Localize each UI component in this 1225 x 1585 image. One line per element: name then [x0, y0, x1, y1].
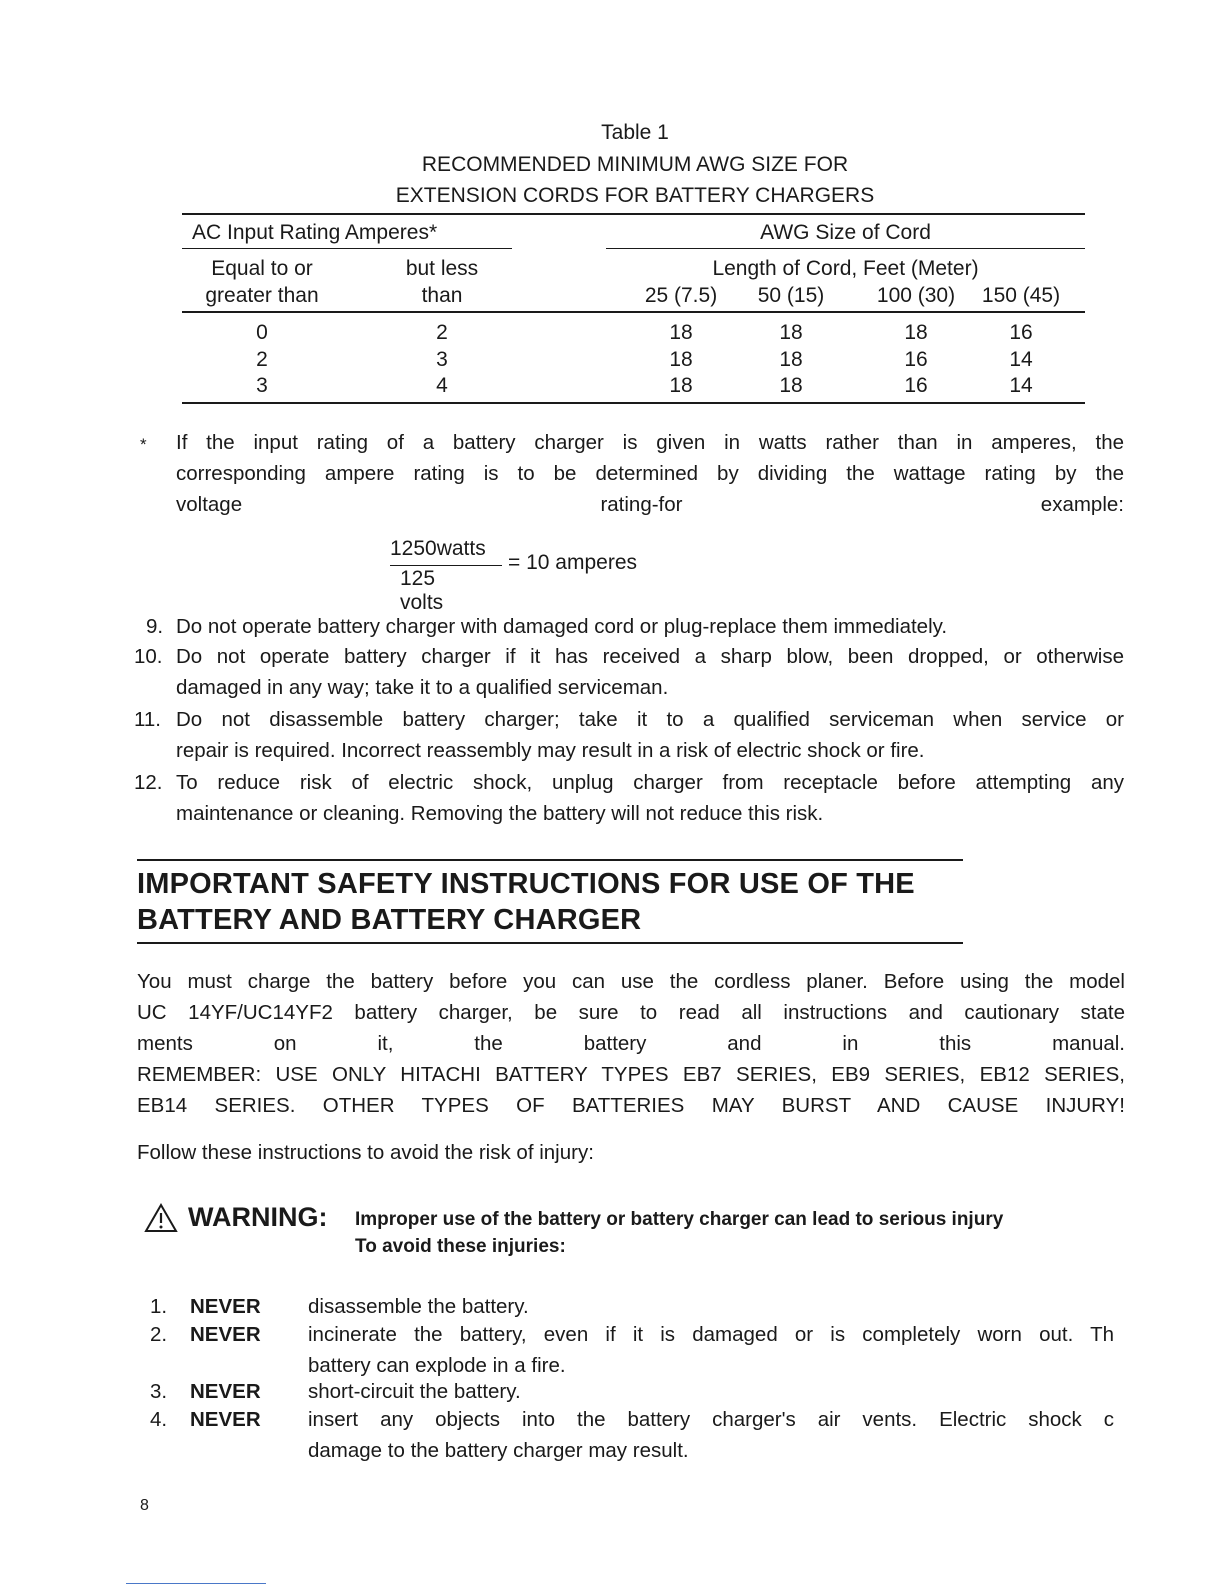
row-min-value: 0: [256, 321, 268, 344]
header-bottom-rule: [182, 311, 1085, 313]
intro-line: You must charge the battery before you can use the cordless planer. Before using the model: [137, 970, 1125, 993]
follow-instructions: Follow these instructions to avoid the risk of injury:: [137, 1141, 594, 1164]
intro-line: EB14 SERIES. OTHER TYPES OF BATTERIES MAY BURST AND CAUSE INJURY!: [137, 1094, 1125, 1117]
awg-value: 16: [1009, 321, 1033, 344]
item-line: Do not operate battery charger with damaged cord or plug-replace them immediately.: [176, 615, 948, 638]
awg-value: 18: [779, 321, 803, 344]
table-caption-number: Table 1: [601, 121, 669, 144]
item-line: short-circuit the battery.: [308, 1380, 521, 1403]
footnote-line: corresponding ampere rating is to be determined by dividing the wattage rating by the: [176, 462, 1124, 485]
table-caption-subtitle: EXTENSION CORDS FOR BATTERY CHARGERS: [395, 184, 875, 207]
footnote-text: [176, 427, 1124, 520]
item-number: 11.: [134, 708, 161, 731]
col-header-min-1: Equal to or: [211, 257, 313, 280]
warning-subtext: To avoid these injuries:: [355, 1236, 566, 1257]
item-line: To reduce risk of electric shock, unplug charger from receptacle before attempting any: [176, 771, 1124, 794]
table-top-rule: [182, 213, 1085, 215]
fraction-result: = 10 amperes: [508, 551, 637, 574]
intro-line: REMEMBER: USE ONLY HITACHI BATTERY TYPES EB7 SERIES, EB9 SERIES, EB12 SERIES,: [137, 1063, 1125, 1086]
warning-title: WARNING:: [188, 1202, 328, 1232]
item-line: damaged in any way; take it to a qualified serviceman.: [176, 676, 669, 699]
heading-top-rule: [137, 859, 963, 861]
row-max-value: 4: [436, 374, 448, 397]
awg-value: 18: [779, 374, 803, 397]
item-line: incinerate the battery, even if it is damaged or is completely worn out. Th: [308, 1323, 1114, 1346]
awg-value: 14: [1009, 348, 1033, 371]
row-min-value: 2: [256, 348, 268, 371]
section-intro: [137, 966, 1125, 1121]
item-line: damage to the battery charger may result.: [308, 1439, 689, 1462]
never-keyword: NEVER: [190, 1295, 261, 1318]
item-line: repair is required. Incorrect reassembly may result in a risk of electric shock or fire.: [176, 739, 925, 762]
item-number: 12.: [134, 771, 163, 794]
intro-line: UC 14YF/UC14YF2 battery charger, be sure to read all instructions and cautionary state: [137, 1001, 1125, 1024]
col-header-min-2: greater than: [205, 284, 319, 307]
page-number: 8: [140, 1497, 149, 1514]
never-keyword: NEVER: [190, 1380, 261, 1403]
group-right-underline: [606, 248, 1085, 249]
item-line: Do not operate battery charger if it has received a sharp blow, been dropped, or otherwise: [176, 645, 1124, 668]
col-header-max-1: but less: [405, 257, 479, 280]
length-col-50: 50 (15): [757, 284, 825, 307]
footnote-line: If the input rating of a battery charger is given in watts rather than in amperes, the: [176, 431, 1124, 454]
awg-value: 16: [904, 374, 928, 397]
item-number: 9.: [146, 615, 164, 638]
warning-triangle-icon: [144, 1203, 178, 1238]
item-line: battery can explode in a fire.: [308, 1354, 566, 1377]
awg-value: 18: [779, 348, 803, 371]
col-header-max-2: than: [421, 284, 463, 307]
fraction-bar: [390, 565, 502, 566]
awg-value: 18: [669, 374, 693, 397]
awg-value: 18: [904, 321, 928, 344]
intro-line: ments on it, the battery and in this manual.: [137, 1032, 1125, 1055]
length-col-100: 100 (30): [876, 284, 956, 307]
group-header-awg-size: AWG Size of Cord: [760, 221, 931, 244]
awg-value: 18: [669, 348, 693, 371]
never-keyword: NEVER: [190, 1408, 261, 1431]
table-bottom-rule: [182, 402, 1085, 404]
section-heading-line1: IMPORTANT SAFETY INSTRUCTIONS FOR USE OF THE: [137, 868, 915, 900]
item-number: 2.: [150, 1323, 168, 1346]
bottom-edge-line: [126, 1583, 266, 1584]
length-col-25: 25 (7.5): [644, 284, 718, 307]
item-line: Do not disassemble battery charger; take it to a qualified serviceman when service or: [176, 708, 1124, 731]
footnote-marker: *: [140, 435, 147, 454]
awg-value: 18: [669, 321, 693, 344]
table-caption-title: RECOMMENDED MINIMUM AWG SIZE FOR: [421, 153, 849, 176]
heading-bottom-rule: [137, 942, 963, 944]
warning-text: Improper use of the battery or battery charger can lead to serious injury: [355, 1209, 1004, 1230]
section-heading-line2: BATTERY AND BATTERY CHARGER: [137, 904, 642, 936]
length-col-150: 150 (45): [981, 284, 1061, 307]
group-left-underline: [182, 248, 512, 249]
never-keyword: NEVER: [190, 1323, 261, 1346]
awg-value: 14: [1009, 374, 1033, 397]
footnote-line: voltage rating-for example:: [176, 493, 1124, 516]
item-line: maintenance or cleaning. Removing the battery will not reduce this risk.: [176, 802, 824, 825]
fraction-denominator: 125 volts: [400, 567, 444, 614]
item-line: insert any objects into the battery charger's air vents. Electric shock c: [308, 1408, 1114, 1431]
length-header: Length of Cord, Feet (Meter): [712, 257, 979, 280]
item-number: 4.: [150, 1408, 168, 1431]
row-max-value: 3: [436, 348, 448, 371]
awg-value: 16: [904, 348, 928, 371]
row-max-value: 2: [436, 321, 448, 344]
item-number: 10.: [134, 645, 163, 668]
item-number: 3.: [150, 1380, 168, 1403]
group-header-input-rating: AC Input Rating Amperes*: [192, 221, 438, 244]
item-line: disassemble the battery.: [308, 1295, 529, 1318]
fraction-numerator: 1250watts: [390, 537, 486, 560]
row-min-value: 3: [256, 374, 268, 397]
item-number: 1.: [150, 1295, 168, 1318]
